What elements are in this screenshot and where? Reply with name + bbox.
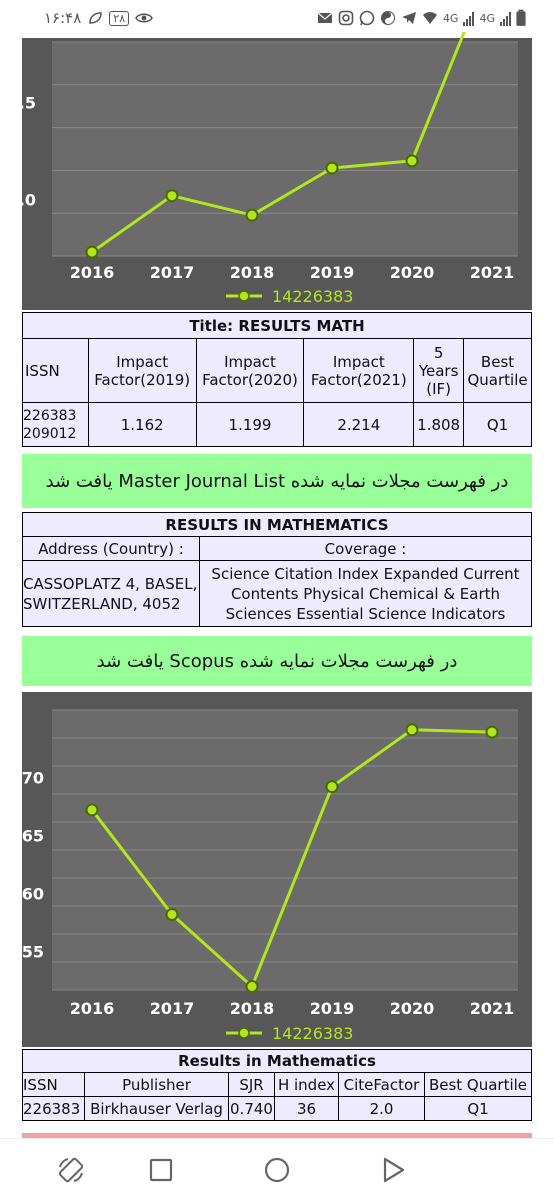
mail-icon <box>317 10 333 26</box>
rotate-icon[interactable] <box>56 1155 86 1185</box>
y-tick-label: 60 <box>21 884 44 904</box>
cell-best-quartile: Q1 <box>425 1097 532 1121</box>
battery-icon <box>516 9 526 27</box>
header-citefactor: CiteFactor <box>339 1073 425 1097</box>
cell-if-2020: 1.199 <box>196 403 304 447</box>
data-point <box>407 724 418 735</box>
cell-sjr: 0.740 <box>229 1097 275 1121</box>
journal-info-header-row <box>23 537 532 561</box>
data-point <box>327 163 338 174</box>
scopus-banner <box>22 636 532 686</box>
cell-if-2021: 2.214 <box>304 403 414 447</box>
legend-swatch-dot <box>239 1028 249 1038</box>
impact-factor-chart <box>18 38 532 310</box>
x-tick-label: 2019 <box>309 263 355 282</box>
wifi-icon <box>422 10 438 26</box>
x-tick-label: 2017 <box>149 263 195 282</box>
data-point <box>487 727 498 738</box>
date-badge: ۲۸ <box>109 11 129 26</box>
legend-label: 14226383 <box>272 1024 354 1043</box>
data-point <box>327 781 338 792</box>
cell-publisher: Birkhauser Verlag <box>85 1097 229 1121</box>
cell-issn: 226383 209012 <box>23 403 89 447</box>
x-tick-label: 2018 <box>229 263 275 282</box>
scopus-chart <box>22 692 532 1047</box>
cell-coverage: Science Citation Index Expanded Current Contents Physical Chemical & Earth Sciences Essential Science Indicators <box>200 561 532 627</box>
header-best-quartile: Best Quartile <box>425 1073 532 1097</box>
y-tick-label: 65 <box>21 826 44 846</box>
leaf-icon <box>87 10 103 26</box>
status-bar <box>0 0 554 38</box>
header-if-2021: Impact Factor(2021) <box>304 339 414 403</box>
header-coverage: Coverage : <box>200 537 532 561</box>
header-issn: ISSN <box>23 339 89 403</box>
x-tick-label: 2021 <box>469 999 515 1018</box>
table-row <box>23 561 532 627</box>
scopus-results-table <box>22 1049 532 1121</box>
y-tick-label: .0 <box>18 190 36 210</box>
whatsapp-icon <box>359 10 375 26</box>
cell-if-2019: 1.162 <box>88 403 196 447</box>
scopus-chart-svg <box>22 692 532 1047</box>
signal-icon-2 <box>500 11 511 26</box>
back-icon[interactable] <box>378 1155 408 1185</box>
cell-citefactor: 2.0 <box>339 1097 425 1121</box>
journal-info-title: RESULTS IN MATHEMATICS <box>23 513 532 537</box>
eye-icon <box>135 10 153 26</box>
y-tick-label: .5 <box>18 93 36 113</box>
app-icon <box>380 10 396 26</box>
status-right <box>317 9 526 27</box>
master-journal-banner-text: در فهرست مجلات نمایه شده Master Journal List یافت شد <box>45 470 509 492</box>
network-label-2: 4G <box>479 11 495 25</box>
x-tick-label: 2018 <box>229 999 275 1018</box>
data-point <box>407 155 418 166</box>
scopus-table-title: Results in Mathematics <box>23 1050 532 1073</box>
data-point <box>87 247 98 258</box>
cell-5-years: 1.808 <box>414 403 464 447</box>
y-tick-label: 55 <box>21 942 44 962</box>
journal-info-table <box>22 512 532 627</box>
header-sjr: SJR <box>229 1073 275 1097</box>
header-best-quartile: Best Quartile <box>464 339 532 403</box>
x-tick-label: 2017 <box>149 999 195 1018</box>
scopus-banner-text: در فهرست مجلات نمایه شده Scopus یافت شد <box>96 650 458 672</box>
cell-h-index: 36 <box>275 1097 339 1121</box>
master-journal-banner <box>22 454 532 508</box>
x-tick-label: 2016 <box>69 263 115 282</box>
table-header-row <box>23 339 532 403</box>
data-point <box>167 190 178 201</box>
data-point <box>87 804 98 815</box>
header-if-2020: Impact Factor(2020) <box>196 339 304 403</box>
x-tick-label: 2019 <box>309 999 355 1018</box>
x-tick-label: 2021 <box>469 263 515 282</box>
x-tick-label: 2020 <box>389 999 435 1018</box>
scopus-header-row <box>23 1073 532 1097</box>
x-tick-label: 2016 <box>69 999 115 1018</box>
cell-address: CASSOPLATZ 4, BASEL, SWITZERLAND, 4052 <box>23 561 200 627</box>
navigation-bar <box>0 1138 554 1200</box>
x-tick-label: 2020 <box>389 263 435 282</box>
header-publisher: Publisher <box>85 1073 229 1097</box>
header-if-2019: Impact Factor(2019) <box>88 339 196 403</box>
signal-icon <box>463 11 474 26</box>
home-icon[interactable] <box>262 1155 292 1185</box>
table-row <box>23 1097 532 1121</box>
impact-factor-table-title: Title: RESULTS MATH <box>23 313 532 339</box>
impact-factor-table <box>22 312 532 447</box>
header-h-index: H index <box>275 1073 339 1097</box>
data-point <box>247 981 258 992</box>
cell-best-quartile: Q1 <box>464 403 532 447</box>
instagram-icon <box>338 10 354 26</box>
cell-issn: 226383 <box>23 1097 85 1121</box>
header-5-years: 5 Years (IF) <box>414 339 464 403</box>
legend-label: 14226383 <box>272 287 354 306</box>
status-time: ۱۶:۴۸ <box>44 9 82 27</box>
data-point <box>167 909 178 920</box>
status-left <box>44 9 153 27</box>
legend-swatch-dot <box>239 291 249 301</box>
network-label-1: 4G <box>442 11 459 25</box>
page-content[interactable] <box>18 38 532 1138</box>
impact-factor-chart-svg <box>18 38 532 310</box>
telegram-icon <box>401 10 417 26</box>
header-issn: ISSN <box>23 1073 85 1097</box>
header-address: Address (Country) : <box>23 537 200 561</box>
data-point <box>247 210 258 221</box>
y-tick-label: 70 <box>21 768 44 788</box>
table-row <box>23 403 532 447</box>
recents-icon[interactable] <box>146 1155 176 1185</box>
